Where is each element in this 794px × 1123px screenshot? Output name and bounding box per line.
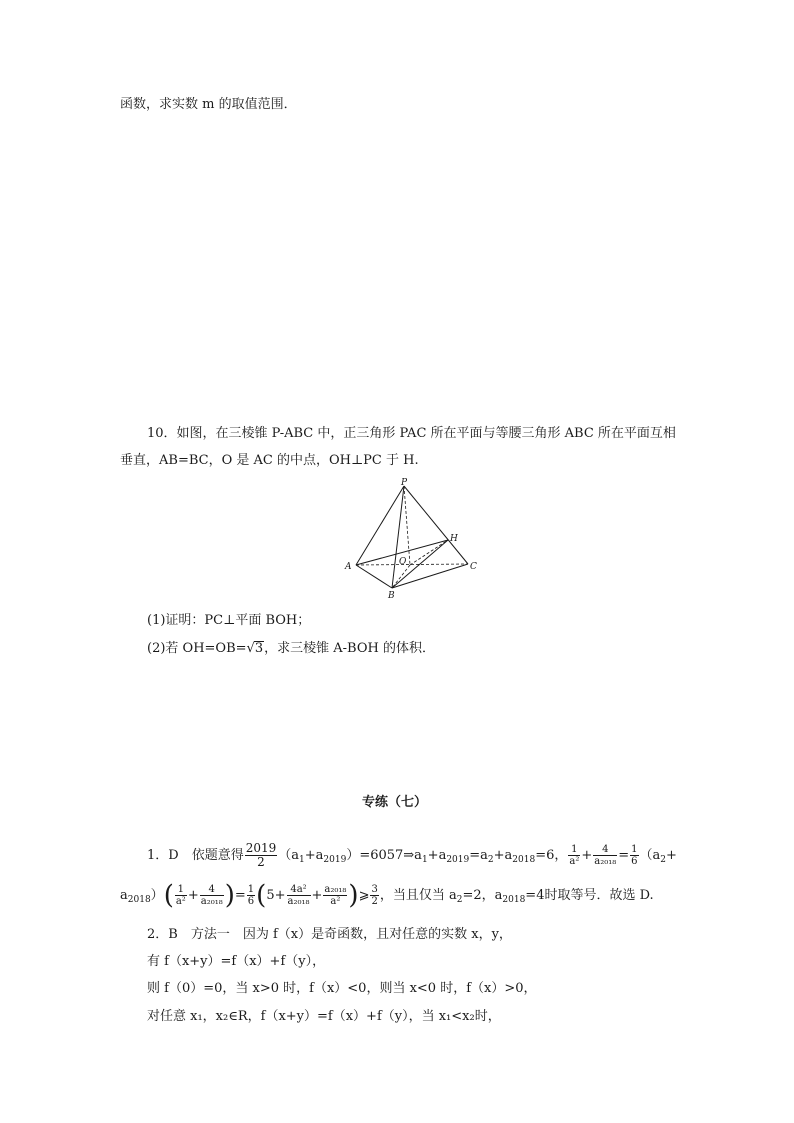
label-o: O bbox=[399, 557, 407, 567]
answer-2-line-3: 则 f（0）=0，当 x>0 时，f（x）<0，则当 x<0 时，f（x）>0， bbox=[147, 981, 537, 996]
label-a: A bbox=[345, 562, 352, 572]
answer-1-line-1: 1．D 依题意得 $\frac{2019}{2}$ $(a_1+a_{2019})=6057\Rightarrow a_1+a_{2019}=a_2+a_{2018}=6$， $\frac{1}{\text{a²}}$ + $\frac{4}{\text{a₂₀₁₈}}$ = $\frac{1}{6}$ （$a_2+$ bbox=[147, 841, 677, 869]
fraction-4-over-a2018: $\frac{4}{\text{a₂₀₁₈}}$ bbox=[594, 844, 617, 867]
pyramid-figure bbox=[340, 478, 480, 600]
edge-pc bbox=[404, 486, 468, 564]
label-b: B bbox=[388, 591, 395, 600]
answer-2-line-2: 有 f（x+y）=f（x）+f（y）， bbox=[147, 954, 326, 969]
section-title: 专练（七） bbox=[362, 795, 428, 810]
edge-po-dashed bbox=[404, 486, 410, 565]
top-continuation-text: 函数，求实数 m 的取值范围． bbox=[120, 97, 297, 112]
part2-prefix: (2)若 OH=OB= bbox=[147, 641, 247, 656]
problem-10-part-1: (1)证明：PC⊥平面 BOH； bbox=[147, 613, 311, 628]
part2-suffix: ，求三棱锥 A-BOH 的体积． bbox=[264, 641, 435, 656]
answer-2-line-1: 2．B 方法一 因为 f（x）是奇函数，且对任意的实数 x，y， bbox=[147, 927, 512, 942]
edge-oh-dashed bbox=[410, 540, 448, 565]
sqrt-radicand: 3 bbox=[254, 641, 264, 656]
edge-bc bbox=[392, 564, 468, 588]
fraction-1-over-a2: $\frac{1}{\text{a²}}$ bbox=[569, 844, 580, 867]
label-c: C bbox=[470, 562, 477, 572]
problem-10-part-2 bbox=[147, 640, 435, 658]
edge-pa bbox=[356, 486, 404, 565]
fraction-2019-over-2: $\frac{2019}{2}$ bbox=[245, 841, 277, 869]
answer-1-line-2: $a_{2018}$）( $\frac{1}{\text{a²}}$ + $\frac{4}{\text{a₂₀₁₈}}$ )= $\frac{1}{6}$ (5+ $\frac{\text{4a²}}{\text{a₂₀₁₈}}$ + $\frac{\text{a₂₀₁₈}}{\text{a²}}$ )⩾ $\frac{3}{2}$ ，当且仅当 $a_2=2$，$a_{2018}=4$时取等号．故选 D. bbox=[120, 880, 654, 911]
edge-pb bbox=[392, 486, 404, 588]
fraction-1-over-6: $\frac{1}{6}$ bbox=[631, 844, 638, 867]
label-h: H bbox=[450, 534, 458, 544]
problem-10-line-1: 10．如图，在三棱锥 P-ABC 中，正三角形 PAC 所在平面与等腰三角形 ABC 所在平面互相 bbox=[147, 426, 676, 441]
answer-1-label: 1．D 依题意得 bbox=[147, 848, 244, 863]
label-p: P bbox=[401, 478, 408, 488]
sqrt-symbol: √ bbox=[246, 641, 255, 656]
answer-2-line-4: 对任意 x₁，x₂∈R，f（x+y）=f（x）+f（y），当 x₁<x₂时， bbox=[147, 1009, 501, 1024]
edge-ab bbox=[356, 565, 392, 588]
problem-10-line-2: 垂直，AB=BC，O 是 AC 的中点，OH⊥PC 于 H. bbox=[120, 453, 419, 468]
